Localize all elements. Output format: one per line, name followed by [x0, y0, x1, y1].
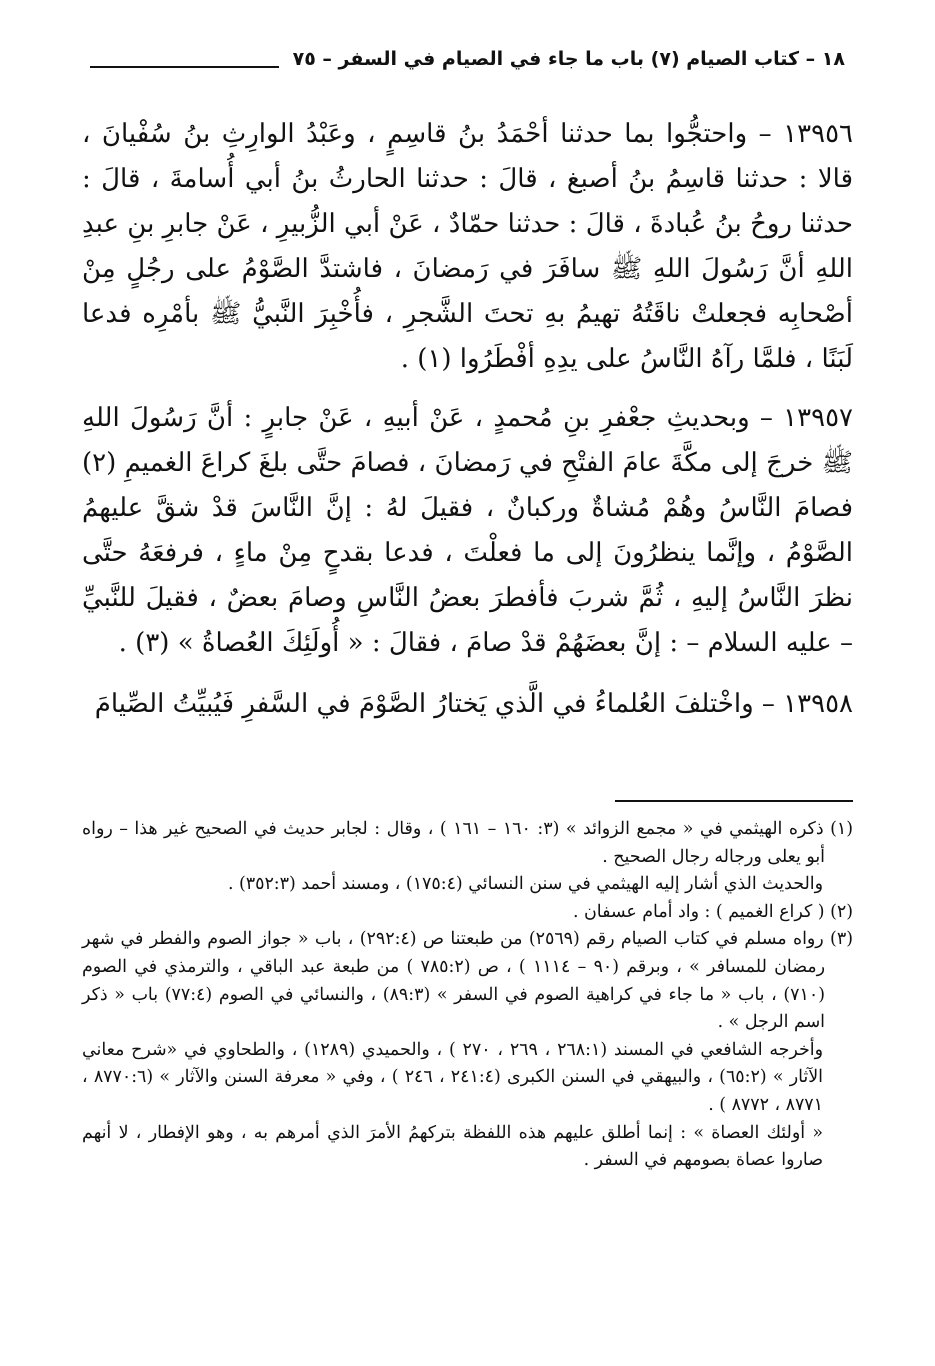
paragraph-13958: ١٣٩٥٨ – واخْتلفَ العُلماءُ في الَّذي يَختارُ الصَّوْمَ في السَّفرِ فَيُبيِّتُ الصِّيامَ — [94, 689, 853, 719]
header-rule — [90, 66, 279, 68]
footnote-3: (٣) رواه مسلم في كتاب الصيام رقم (٢٥٦٩) من طبعتنا ص (٢٩٢:٤) ، باب « جواز الصوم والفطر في شهر رمضان للمسافر » ، وبرقم (٩٠ – ١١١٤ ) ، ص (٧٨٥:٢ ) من طبعة عبد الباقي ، والترمذي في الصوم (٧١٠) ، باب « ما جاء في كراهية الصوم في السفر » (٨٩:٣) ، والنسائي في الصوم (٧٧:٤) باب « ذكر اسم الرجل » . — [82, 929, 853, 1033]
footnote-3-note: « أولئك العصاة » : إنما أطلق عليهم هذه اللفظة بتركهمُ الأمرَ الذي أمرهم به ، وهو الإفطار ، لا أنهم صاروا عصاة بصومهم في السفر . — [82, 1122, 823, 1171]
footnote-separator — [615, 800, 853, 802]
footnote-2: (٢) ( كراع الغميم ) : واد أمام عسفان . — [572, 901, 853, 922]
footnote-1: (١) ذكره الهيثمي في « مجمع الزوائد » (٣: ١٦٠ – ١٦١ ) ، وقال : لجابر حديث في الصحيح غير هذا – رواه أبو يعلى ورجاله رجال الصحيح . — [82, 819, 854, 867]
footnotes — [82, 816, 853, 1175]
hadith-13956: ١٣٩٥٦ – واحتجُّوا بما حدثنا أحْمَدُ بنُ قاسِمٍ ، وعَبْدُ الوارِثِ بنُ سُفْيانَ ، قالا : حدثنا قاسِمُ بنُ أصبغ ، قالَ : حدثنا الحارثُ بنُ أبي أُسامةَ ، قالَ : حدثنا روحُ بنُ عُبادةَ ، قالَ : حدثنا حمّادٌ ، عَنْ أبي الزُّبيرِ ، عَنْ جابرِ بنِ عبدِ اللهِ أنَّ رَسُولَ اللهِ ﷺ سافَرَ في رَمضانَ ، فاشتدَّ الصَّوْمُ على رجُلٍ مِنْ أصْحابِه فجعلتْ ناقَتُهُ تهيمُ بهِ تحتَ الشَّجرِ ، فأُخْبِرَ النَّبيُّ ﷺ بأمْرِه فدعا لَبَنًا ، فلمَّا رآهُ النَّاسُ على يدِهِ أفْطَرُوا (١) . — [82, 119, 853, 374]
main-text — [82, 112, 853, 743]
footnote-3-continuation: وأخرجه الشافعي في المسند (٢٦٨:١ ، ٢٦٩ ، ٢٧٠ ) ، والحميدي (١٢٨٩) ، والطحاوي في «شرح معاني الآثار » (٦٥:٢) ، والبيهقي في السنن الكبرى (٢٤١:٤ ، ٢٤٦ ) ، وفي « معرفة السنن والآثار » (٨٧٧٠:٦ ، ٨٧٧١ ، ٨٧٧٢ ) . — [82, 1039, 824, 1115]
running-header — [90, 42, 845, 76]
header-title: ١٨ – كتاب الصيام (٧) باب ما جاء في الصيام في السفر – ٧٥ — [292, 48, 845, 70]
hadith-13957: ١٣٩٥٧ – وبحديثِ جعْفرِ بنِ مُحمدٍ ، عَنْ أبيهِ ، عَنْ جابرٍ : أنَّ رَسُولَ اللهِ ﷺ خرجَ إلى مكَّةَ عامَ الفتْحِ في رَمضانَ ، فصامَ حتَّى بلغَ كراعَ الغميمِ (٢) فصامَ النَّاسُ وهُمْ مُشاةٌ وركبانٌ ، فقيلَ لهُ : إنَّ النَّاسَ قدْ شقَّ عليهمُ الصَّوْمُ ، وإنَّما ينظرُونَ إلى ما فعلْتَ ، فدعا بقدحٍ مِنْ ماءٍ ، فرفعَهُ حتَّى نظرَ النَّاسُ إليهِ ، ثُمَّ شربَ فأفطرَ بعضُ النَّاسِ وصامَ بعضٌ ، فقيلَ للنَّبيِّ – عليه السلام – : إنَّ بعضَهُمْ قدْ صامَ ، فقالَ : « أُولَئِكَ العُصاةُ » (٣) . — [82, 403, 853, 658]
footnote-1-continuation: والحديث الذي أشار إليه الهيثمي في سنن النسائي (١٧٥:٤) ، ومسند أحمد (٣٥٢:٣) . — [227, 874, 823, 895]
